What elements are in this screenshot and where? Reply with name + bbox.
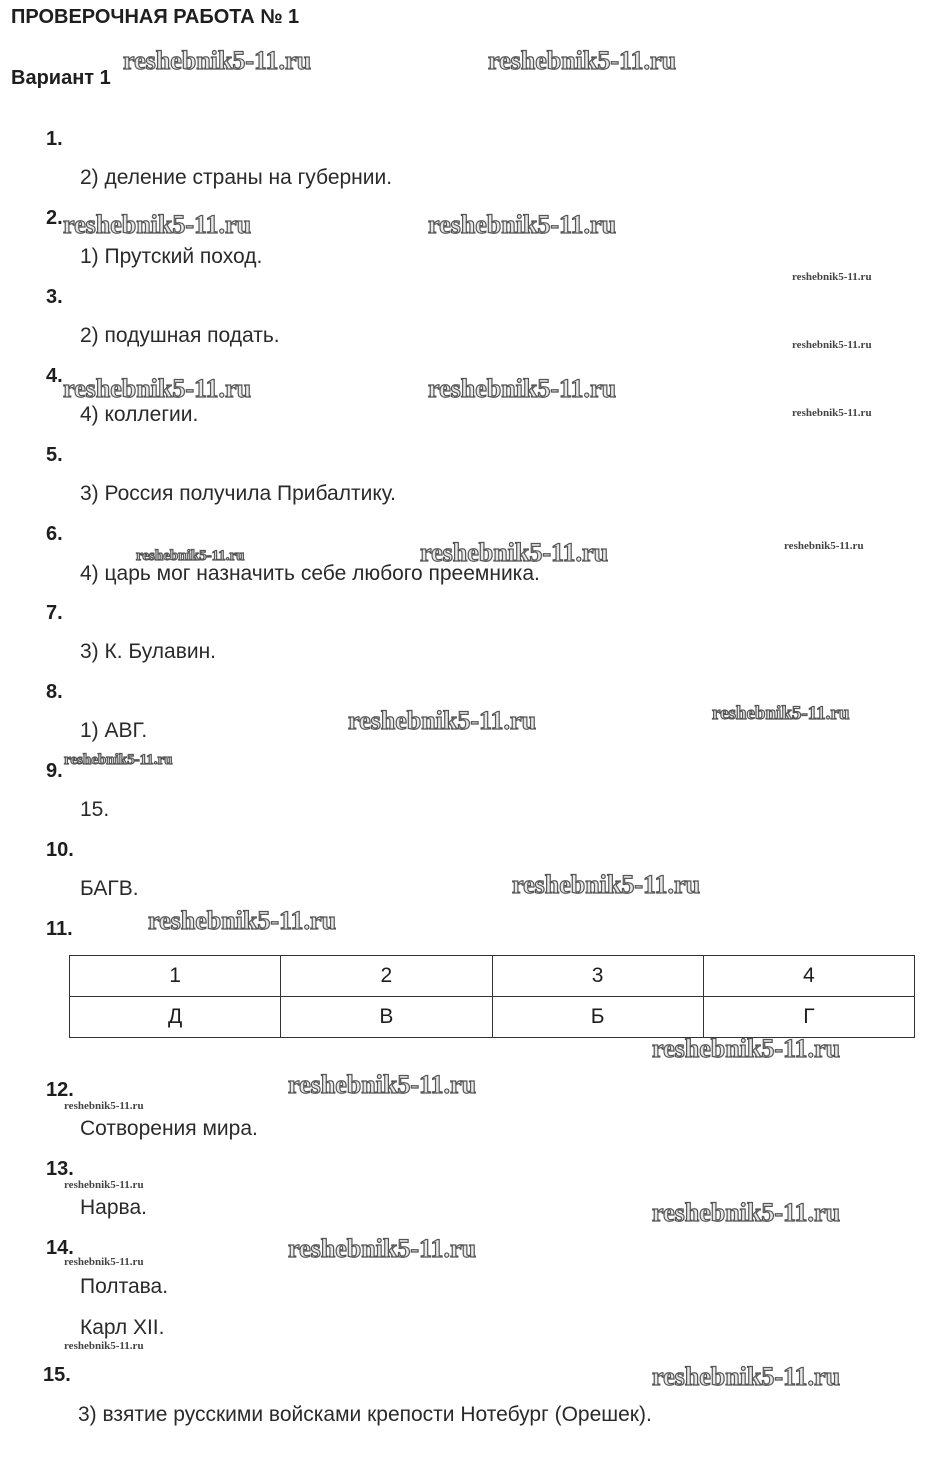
answer-text: Полтава. <box>80 1275 169 1298</box>
answer-text: 4) царь мог назначить себе любого преемника. <box>80 562 540 585</box>
watermark: reshebnik5-11.ru <box>63 210 252 239</box>
watermark: reshebnik5-11.ru <box>652 1362 841 1391</box>
question-number: 2. <box>46 207 63 229</box>
watermark: reshebnik5-11.ru <box>652 1198 841 1227</box>
watermark: reshebnik5-11.ru <box>792 339 872 351</box>
watermark: reshebnik5-11.ru <box>63 374 252 403</box>
answer-text: Сотворения мира. <box>80 1117 258 1140</box>
table-cell: 4 <box>703 956 914 997</box>
watermark: reshebnik5-11.ru <box>64 1256 144 1268</box>
watermark: reshebnik5-11.ru <box>792 271 872 283</box>
table-cell: Д <box>70 997 281 1038</box>
watermark: reshebnik5-11.ru <box>148 906 337 935</box>
question-number: 10. <box>46 839 74 861</box>
watermark: reshebnik5-11.ru <box>784 540 864 552</box>
table-row <box>70 997 915 1038</box>
answer-text: 3) К. Булавин. <box>80 640 217 663</box>
watermark: reshebnik5-11.ru <box>64 1100 144 1112</box>
page-title: ПРОВЕРОЧНАЯ РАБОТА № 1 <box>11 6 300 28</box>
table-cell: 2 <box>281 956 492 997</box>
answer-text: 4) коллегии. <box>80 403 199 426</box>
question-number: 12. <box>46 1079 74 1101</box>
watermark: reshebnik5-11.ru <box>428 210 617 239</box>
answer-text: БАГВ. <box>80 877 139 900</box>
watermark: reshebnik5-11.ru <box>288 1234 477 1263</box>
question-number: 15. <box>43 1364 71 1386</box>
matching-table <box>69 955 915 1038</box>
answer-text: 3) Россия получила Прибалтику. <box>80 482 396 505</box>
question-number: 8. <box>46 681 63 703</box>
table-cell: Г <box>703 997 914 1038</box>
answer-text: 3) взятие русскими войсками крепости Нотебург (Орешек). <box>78 1403 652 1426</box>
question-number: 4. <box>46 365 63 387</box>
answer-text: 2) подушная подать. <box>80 324 280 347</box>
question-number: 13. <box>46 1158 74 1180</box>
table-cell: 3 <box>492 956 703 997</box>
question-number: 3. <box>46 286 63 308</box>
table-cell: Б <box>492 997 703 1038</box>
watermark: reshebnik5-11.ru <box>64 1340 144 1352</box>
question-number: 7. <box>46 602 63 624</box>
question-number: 9. <box>46 760 63 782</box>
answer-text: Нарва. <box>80 1196 147 1219</box>
table-row <box>70 956 915 997</box>
watermark: reshebnik5-11.ru <box>288 1070 477 1099</box>
answer-text: 15. <box>80 798 110 821</box>
watermark: reshebnik5-11.ru <box>123 46 312 75</box>
table-cell: 1 <box>70 956 281 997</box>
watermark: reshebnik5-11.ru <box>420 538 609 567</box>
answer-text: 2) деление страны на губернии. <box>80 166 393 189</box>
question-number: 14. <box>46 1237 74 1259</box>
variant-heading: Вариант 1 <box>11 67 111 89</box>
watermark: reshebnik5-11.ru <box>64 752 173 768</box>
table-cell: В <box>281 997 492 1038</box>
question-number: 1. <box>46 128 63 150</box>
answer-text: 1) Прутский поход. <box>80 245 263 268</box>
watermark: reshebnik5-11.ru <box>792 407 872 419</box>
answer-text: 1) АВГ. <box>80 719 148 742</box>
watermark: reshebnik5-11.ru <box>428 374 617 403</box>
question-number: 5. <box>46 444 63 466</box>
watermark: reshebnik5-11.ru <box>512 870 701 899</box>
watermark: reshebnik5-11.ru <box>488 46 677 75</box>
watermark: reshebnik5-11.ru <box>712 703 850 724</box>
watermark: reshebnik5-11.ru <box>136 548 245 564</box>
question-number: 11. <box>46 918 73 940</box>
watermark: reshebnik5-11.ru <box>348 706 537 735</box>
watermark: reshebnik5-11.ru <box>64 1179 144 1191</box>
question-number: 6. <box>46 523 63 545</box>
watermark: reshebnik5-11.ru <box>652 1034 841 1063</box>
answer-text: Карл XII. <box>80 1316 165 1339</box>
